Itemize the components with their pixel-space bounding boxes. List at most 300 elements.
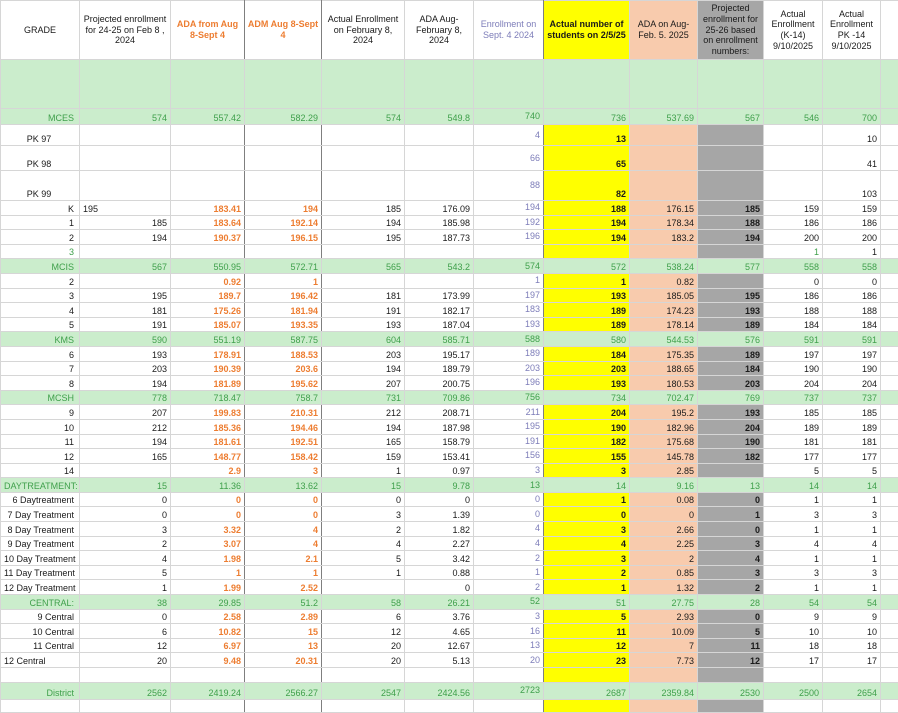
- cell-ada-aug-feb5-2025[interactable]: 7: [630, 638, 698, 653]
- cell-projected-24-25[interactable]: 194: [80, 230, 171, 245]
- cell-actual-enrollment-k14-9-10-2025[interactable]: 1: [764, 551, 823, 566]
- cell-adm-aug8-sept4[interactable]: 13.62: [245, 478, 322, 493]
- cell-ada-aug-feb8-2024[interactable]: 709.86: [405, 390, 474, 405]
- cell-adm-aug8-sept4[interactable]: 194.46: [245, 419, 322, 434]
- grade-label-cell[interactable]: 2: [1, 273, 80, 288]
- cell-ada-aug8-sept4[interactable]: 2419.24: [171, 682, 245, 699]
- cell-enrollment-sept4-2024[interactable]: 20: [474, 653, 544, 668]
- cell-projected-25-26[interactable]: [698, 60, 764, 109]
- cell-actual-enrollment-pk14-9-10-2025[interactable]: 200: [823, 230, 881, 245]
- cell-ada-aug-feb5-2025[interactable]: 185.05: [630, 288, 698, 303]
- grade-label-cell[interactable]: 2: [1, 230, 80, 245]
- cell-enrollment-sept4-2024[interactable]: 756: [474, 390, 544, 405]
- cell-actual-students-2-5-25[interactable]: 82: [544, 171, 630, 201]
- cell-adm-aug8-sept4[interactable]: [245, 146, 322, 171]
- cell-enrollment-sept4-2024[interactable]: 189: [474, 346, 544, 361]
- cell-enrollment-sept4-2024[interactable]: 2: [474, 551, 544, 566]
- grade-label-cell[interactable]: 6 Daytreatment: [1, 492, 80, 507]
- cell-ada-aug-feb5-2025[interactable]: 176.15: [630, 201, 698, 216]
- cell-adm-aug8-sept4[interactable]: [245, 171, 322, 201]
- cell-ada-aug-feb5-2025[interactable]: 175.35: [630, 346, 698, 361]
- cell-projected-25-26[interactable]: 188: [698, 215, 764, 230]
- cell-projected-24-25[interactable]: [80, 273, 171, 288]
- cell-projected-24-25[interactable]: 212: [80, 419, 171, 434]
- cell-enrollment-sept4-2024[interactable]: [474, 699, 544, 712]
- cell-actual-students-2-5-25[interactable]: 2: [544, 565, 630, 580]
- cell-ada-aug-feb5-2025[interactable]: [630, 668, 698, 683]
- cell-ada-aug-feb8-2024[interactable]: 173.99: [405, 288, 474, 303]
- cell-ada-aug-feb5-2025[interactable]: 2.25: [630, 536, 698, 551]
- cell-actual-students-2-5-25[interactable]: 194: [544, 230, 630, 245]
- cell-enrollment-sept4-2024[interactable]: 4: [474, 522, 544, 537]
- cell-ada-aug-feb8-2024[interactable]: 3.76: [405, 609, 474, 624]
- cell-projected-24-25[interactable]: [80, 60, 171, 109]
- cell-ada-aug-feb5-2025[interactable]: 178.34: [630, 215, 698, 230]
- cell-actual-enrollment-k14-9-10-2025[interactable]: 10: [764, 624, 823, 639]
- cell-actual-students-2-5-25[interactable]: 3: [544, 551, 630, 566]
- cell-actual-students-2-5-25[interactable]: 0: [544, 507, 630, 522]
- cell-actual-students-2-5-25[interactable]: 3: [544, 463, 630, 478]
- cell-actual-enrollment-k14-9-10-2025[interactable]: 186: [764, 215, 823, 230]
- cell-ada-aug-feb5-2025[interactable]: 180.53: [630, 376, 698, 391]
- cell-enrollment-sept4-2024[interactable]: 3: [474, 609, 544, 624]
- cell-actual-enrollment-pk14-9-10-2025[interactable]: 9: [823, 609, 881, 624]
- cell-ada-aug8-sept4[interactable]: [171, 244, 245, 259]
- cell-actual-enrollment-k14-9-10-2025[interactable]: 177: [764, 449, 823, 464]
- cell-actual-students-2-5-25[interactable]: 23: [544, 653, 630, 668]
- cell-ada-aug8-sept4[interactable]: 3.32: [171, 522, 245, 537]
- cell-projected-24-25[interactable]: 574: [80, 109, 171, 125]
- cell-enrollment-sept4-2024[interactable]: 194: [474, 201, 544, 216]
- cell-adm-aug8-sept4[interactable]: 210.31: [245, 405, 322, 420]
- cell-projected-25-26[interactable]: [698, 699, 764, 712]
- cell-actual-enrollment-pk14-9-10-2025[interactable]: 1: [823, 244, 881, 259]
- cell-projected-25-26[interactable]: 0: [698, 492, 764, 507]
- cell-ada-aug-feb5-2025[interactable]: [630, 171, 698, 201]
- cell-ada-aug-feb8-2024[interactable]: 187.04: [405, 317, 474, 332]
- column-header-spacer[interactable]: [881, 1, 898, 60]
- cell-actual-enrollment-feb8-2024[interactable]: 185: [322, 201, 405, 216]
- cell-adm-aug8-sept4[interactable]: 15: [245, 624, 322, 639]
- grade-label-cell[interactable]: PK 97: [1, 125, 80, 146]
- cell-enrollment-sept4-2024[interactable]: 2723: [474, 682, 544, 699]
- cell-actual-students-2-5-25[interactable]: 736: [544, 109, 630, 125]
- cell-ada-aug-feb5-2025[interactable]: 9.16: [630, 478, 698, 493]
- grade-label-cell[interactable]: 11 Central: [1, 638, 80, 653]
- grade-label-cell[interactable]: PK 98: [1, 146, 80, 171]
- cell-actual-enrollment-k14-9-10-2025[interactable]: 181: [764, 434, 823, 449]
- cell-actual-enrollment-k14-9-10-2025[interactable]: 204: [764, 376, 823, 391]
- grade-label-cell[interactable]: 12: [1, 449, 80, 464]
- grade-label-cell[interactable]: DAYTREATMENT:: [1, 478, 80, 493]
- cell-actual-enrollment-k14-9-10-2025[interactable]: 558: [764, 259, 823, 274]
- cell-actual-students-2-5-25[interactable]: [544, 699, 630, 712]
- cell-actual-enrollment-feb8-2024[interactable]: 207: [322, 376, 405, 391]
- cell-actual-students-2-5-25[interactable]: 204: [544, 405, 630, 420]
- cell-ada-aug-feb5-2025[interactable]: 544.53: [630, 332, 698, 347]
- grade-label-cell[interactable]: 3: [1, 288, 80, 303]
- cell-actual-enrollment-pk14-9-10-2025[interactable]: 103: [823, 171, 881, 201]
- column-header-enrollment-sept4-2024[interactable]: Enrollment on Sept. 4 2024: [474, 1, 544, 60]
- cell-actual-enrollment-k14-9-10-2025[interactable]: 186: [764, 288, 823, 303]
- cell-actual-enrollment-pk14-9-10-2025[interactable]: 186: [823, 288, 881, 303]
- cell-actual-enrollment-pk14-9-10-2025[interactable]: [823, 699, 881, 712]
- cell-projected-24-25[interactable]: 12: [80, 638, 171, 653]
- cell-ada-aug8-sept4[interactable]: 3.07: [171, 536, 245, 551]
- cell-adm-aug8-sept4[interactable]: [245, 60, 322, 109]
- cell-enrollment-sept4-2024[interactable]: 183: [474, 303, 544, 318]
- cell-actual-enrollment-feb8-2024[interactable]: 731: [322, 390, 405, 405]
- cell-actual-enrollment-k14-9-10-2025[interactable]: 3: [764, 565, 823, 580]
- cell-ada-aug-feb5-2025[interactable]: 182.96: [630, 419, 698, 434]
- cell-projected-24-25[interactable]: 567: [80, 259, 171, 274]
- cell-ada-aug-feb5-2025[interactable]: [630, 699, 698, 712]
- cell-adm-aug8-sept4[interactable]: 188.53: [245, 346, 322, 361]
- cell-adm-aug8-sept4[interactable]: 196.15: [245, 230, 322, 245]
- cell-ada-aug-feb8-2024[interactable]: 182.17: [405, 303, 474, 318]
- cell-ada-aug8-sept4[interactable]: [171, 125, 245, 146]
- cell-actual-enrollment-feb8-2024[interactable]: 181: [322, 288, 405, 303]
- cell-adm-aug8-sept4[interactable]: 587.75: [245, 332, 322, 347]
- grade-label-cell[interactable]: PK 99: [1, 171, 80, 201]
- cell-ada-aug-feb8-2024[interactable]: 0: [405, 580, 474, 595]
- cell-ada-aug8-sept4[interactable]: 0: [171, 492, 245, 507]
- cell-actual-enrollment-feb8-2024[interactable]: 604: [322, 332, 405, 347]
- cell-actual-students-2-5-25[interactable]: 580: [544, 332, 630, 347]
- cell-ada-aug8-sept4[interactable]: 0.92: [171, 273, 245, 288]
- cell-enrollment-sept4-2024[interactable]: 4: [474, 125, 544, 146]
- cell-enrollment-sept4-2024[interactable]: 16: [474, 624, 544, 639]
- cell-projected-24-25[interactable]: 193: [80, 346, 171, 361]
- grade-label-cell[interactable]: [1, 668, 80, 683]
- cell-adm-aug8-sept4[interactable]: 192.14: [245, 215, 322, 230]
- cell-ada-aug-feb5-2025[interactable]: 188.65: [630, 361, 698, 376]
- cell-projected-24-25[interactable]: 2: [80, 536, 171, 551]
- cell-actual-enrollment-k14-9-10-2025[interactable]: 737: [764, 390, 823, 405]
- cell-ada-aug-feb8-2024[interactable]: 3.42: [405, 551, 474, 566]
- cell-adm-aug8-sept4[interactable]: 0: [245, 492, 322, 507]
- cell-projected-25-26[interactable]: 1: [698, 507, 764, 522]
- cell-projected-24-25[interactable]: 194: [80, 376, 171, 391]
- cell-ada-aug-feb5-2025[interactable]: [630, 60, 698, 109]
- cell-actual-students-2-5-25[interactable]: 12: [544, 638, 630, 653]
- cell-projected-24-25[interactable]: 195: [80, 201, 171, 216]
- cell-projected-24-25[interactable]: 203: [80, 361, 171, 376]
- cell-adm-aug8-sept4[interactable]: [245, 244, 322, 259]
- cell-adm-aug8-sept4[interactable]: [245, 699, 322, 712]
- cell-actual-students-2-5-25[interactable]: 190: [544, 419, 630, 434]
- grade-label-cell[interactable]: 14: [1, 463, 80, 478]
- grade-label-cell[interactable]: 11: [1, 434, 80, 449]
- column-header-ada-aug-feb5-2025[interactable]: ADA on Aug-Feb. 5. 2025: [630, 1, 698, 60]
- cell-projected-24-25[interactable]: 194: [80, 434, 171, 449]
- cell-ada-aug-feb8-2024[interactable]: 0: [405, 492, 474, 507]
- cell-actual-students-2-5-25[interactable]: 1: [544, 492, 630, 507]
- grade-label-cell[interactable]: 8 Day Treatment: [1, 522, 80, 537]
- grade-label-cell[interactable]: District: [1, 682, 80, 699]
- cell-ada-aug-feb8-2024[interactable]: [405, 60, 474, 109]
- cell-adm-aug8-sept4[interactable]: 2566.27: [245, 682, 322, 699]
- column-header-actual-enrollment-k14-9-10-2025[interactable]: Actual Enrollment (K-14) 9/10/2025: [764, 1, 823, 60]
- cell-projected-24-25[interactable]: 207: [80, 405, 171, 420]
- cell-adm-aug8-sept4[interactable]: 194: [245, 201, 322, 216]
- cell-actual-students-2-5-25[interactable]: 189: [544, 303, 630, 318]
- grade-label-cell[interactable]: 6: [1, 346, 80, 361]
- cell-actual-enrollment-k14-9-10-2025[interactable]: 188: [764, 303, 823, 318]
- cell-ada-aug-feb5-2025[interactable]: [630, 244, 698, 259]
- cell-actual-enrollment-k14-9-10-2025[interactable]: 1: [764, 244, 823, 259]
- cell-actual-students-2-5-25[interactable]: 189: [544, 317, 630, 332]
- cell-actual-enrollment-feb8-2024[interactable]: [322, 699, 405, 712]
- cell-projected-24-25[interactable]: 2562: [80, 682, 171, 699]
- cell-ada-aug-feb5-2025[interactable]: 538.24: [630, 259, 698, 274]
- cell-projected-25-26[interactable]: 13: [698, 478, 764, 493]
- cell-actual-enrollment-pk14-9-10-2025[interactable]: 1: [823, 522, 881, 537]
- cell-projected-24-25[interactable]: 165: [80, 449, 171, 464]
- grade-label-cell[interactable]: 3: [1, 244, 80, 259]
- cell-ada-aug8-sept4[interactable]: 550.95: [171, 259, 245, 274]
- cell-ada-aug8-sept4[interactable]: [171, 146, 245, 171]
- cell-ada-aug-feb8-2024[interactable]: 200.75: [405, 376, 474, 391]
- cell-projected-25-26[interactable]: 11: [698, 638, 764, 653]
- cell-enrollment-sept4-2024[interactable]: 211: [474, 405, 544, 420]
- cell-actual-enrollment-pk14-9-10-2025[interactable]: 204: [823, 376, 881, 391]
- cell-projected-24-25[interactable]: 3: [80, 522, 171, 537]
- cell-ada-aug8-sept4[interactable]: 183.41: [171, 201, 245, 216]
- grade-label-cell[interactable]: 10 Central: [1, 624, 80, 639]
- cell-actual-enrollment-k14-9-10-2025[interactable]: 1: [764, 580, 823, 595]
- cell-actual-enrollment-k14-9-10-2025[interactable]: [764, 125, 823, 146]
- cell-ada-aug8-sept4[interactable]: 190.39: [171, 361, 245, 376]
- cell-actual-enrollment-k14-9-10-2025[interactable]: [764, 171, 823, 201]
- cell-adm-aug8-sept4[interactable]: 4: [245, 522, 322, 537]
- cell-ada-aug-feb8-2024[interactable]: [405, 146, 474, 171]
- cell-actual-enrollment-pk14-9-10-2025[interactable]: 159: [823, 201, 881, 216]
- cell-projected-25-26[interactable]: [698, 146, 764, 171]
- cell-adm-aug8-sept4[interactable]: 582.29: [245, 109, 322, 125]
- cell-ada-aug-feb8-2024[interactable]: 4.65: [405, 624, 474, 639]
- cell-projected-25-26[interactable]: 0: [698, 522, 764, 537]
- cell-actual-enrollment-feb8-2024[interactable]: 20: [322, 653, 405, 668]
- cell-actual-enrollment-feb8-2024[interactable]: [322, 146, 405, 171]
- cell-projected-24-25[interactable]: 20: [80, 653, 171, 668]
- cell-adm-aug8-sept4[interactable]: 20.31: [245, 653, 322, 668]
- cell-projected-24-25[interactable]: [80, 244, 171, 259]
- grade-label-cell[interactable]: CENTRAL:: [1, 595, 80, 610]
- cell-actual-enrollment-pk14-9-10-2025[interactable]: 185: [823, 405, 881, 420]
- cell-ada-aug-feb5-2025[interactable]: 174.23: [630, 303, 698, 318]
- cell-actual-enrollment-feb8-2024[interactable]: 12: [322, 624, 405, 639]
- cell-enrollment-sept4-2024[interactable]: 588: [474, 332, 544, 347]
- cell-projected-25-26[interactable]: [698, 171, 764, 201]
- column-header-projected-25-26[interactable]: Projected enrollment for 25-26 based on enrollment numbers:: [698, 1, 764, 60]
- cell-actual-enrollment-feb8-2024[interactable]: 58: [322, 595, 405, 610]
- grade-label-cell[interactable]: 7: [1, 361, 80, 376]
- cell-ada-aug-feb8-2024[interactable]: 187.98: [405, 419, 474, 434]
- cell-actual-enrollment-feb8-2024[interactable]: 0: [322, 492, 405, 507]
- cell-actual-enrollment-k14-9-10-2025[interactable]: 18: [764, 638, 823, 653]
- cell-actual-enrollment-k14-9-10-2025[interactable]: 591: [764, 332, 823, 347]
- cell-actual-enrollment-k14-9-10-2025[interactable]: 5: [764, 463, 823, 478]
- cell-ada-aug8-sept4[interactable]: 29.85: [171, 595, 245, 610]
- cell-projected-24-25[interactable]: 6: [80, 624, 171, 639]
- cell-enrollment-sept4-2024[interactable]: 4: [474, 536, 544, 551]
- cell-enrollment-sept4-2024[interactable]: 13: [474, 638, 544, 653]
- cell-ada-aug-feb8-2024[interactable]: 176.09: [405, 201, 474, 216]
- cell-enrollment-sept4-2024[interactable]: 196: [474, 230, 544, 245]
- grade-label-cell[interactable]: [1, 60, 80, 109]
- cell-ada-aug-feb8-2024[interactable]: 5.13: [405, 653, 474, 668]
- grade-label-cell[interactable]: 10: [1, 419, 80, 434]
- cell-actual-students-2-5-25[interactable]: 14: [544, 478, 630, 493]
- cell-actual-students-2-5-25[interactable]: 13: [544, 125, 630, 146]
- cell-actual-enrollment-feb8-2024[interactable]: 194: [322, 361, 405, 376]
- cell-ada-aug-feb8-2024[interactable]: 2424.56: [405, 682, 474, 699]
- cell-actual-enrollment-feb8-2024[interactable]: 195: [322, 230, 405, 245]
- cell-actual-enrollment-feb8-2024[interactable]: 194: [322, 215, 405, 230]
- cell-ada-aug8-sept4[interactable]: 1: [171, 565, 245, 580]
- cell-actual-enrollment-pk14-9-10-2025[interactable]: 591: [823, 332, 881, 347]
- cell-enrollment-sept4-2024[interactable]: 2: [474, 580, 544, 595]
- cell-ada-aug-feb8-2024[interactable]: 195.17: [405, 346, 474, 361]
- cell-adm-aug8-sept4[interactable]: 572.71: [245, 259, 322, 274]
- cell-projected-25-26[interactable]: 12: [698, 653, 764, 668]
- cell-actual-enrollment-feb8-2024[interactable]: 20: [322, 638, 405, 653]
- cell-ada-aug-feb5-2025[interactable]: 145.78: [630, 449, 698, 464]
- cell-actual-enrollment-pk14-9-10-2025[interactable]: 189: [823, 419, 881, 434]
- cell-ada-aug-feb5-2025[interactable]: 2: [630, 551, 698, 566]
- cell-actual-enrollment-pk14-9-10-2025[interactable]: 177: [823, 449, 881, 464]
- column-header-grade[interactable]: GRADE: [1, 1, 80, 60]
- cell-actual-students-2-5-25[interactable]: 65: [544, 146, 630, 171]
- cell-projected-25-26[interactable]: 2530: [698, 682, 764, 699]
- cell-actual-enrollment-feb8-2024[interactable]: 574: [322, 109, 405, 125]
- cell-ada-aug8-sept4[interactable]: 175.26: [171, 303, 245, 318]
- cell-ada-aug-feb5-2025[interactable]: 0: [630, 507, 698, 522]
- cell-actual-enrollment-pk14-9-10-2025[interactable]: 54: [823, 595, 881, 610]
- cell-actual-enrollment-pk14-9-10-2025[interactable]: 17: [823, 653, 881, 668]
- cell-adm-aug8-sept4[interactable]: 0: [245, 507, 322, 522]
- grade-label-cell[interactable]: 1: [1, 215, 80, 230]
- cell-actual-enrollment-feb8-2024[interactable]: 165: [322, 434, 405, 449]
- cell-actual-enrollment-feb8-2024[interactable]: 6: [322, 609, 405, 624]
- cell-enrollment-sept4-2024[interactable]: 1: [474, 565, 544, 580]
- cell-ada-aug-feb5-2025[interactable]: [630, 125, 698, 146]
- cell-ada-aug8-sept4[interactable]: 183.64: [171, 215, 245, 230]
- cell-projected-25-26[interactable]: 769: [698, 390, 764, 405]
- cell-enrollment-sept4-2024[interactable]: 196: [474, 376, 544, 391]
- cell-actual-enrollment-feb8-2024[interactable]: 203: [322, 346, 405, 361]
- cell-actual-students-2-5-25[interactable]: 51: [544, 595, 630, 610]
- cell-adm-aug8-sept4[interactable]: 2.89: [245, 609, 322, 624]
- cell-actual-enrollment-k14-9-10-2025[interactable]: 189: [764, 419, 823, 434]
- cell-projected-25-26[interactable]: 4: [698, 551, 764, 566]
- cell-actual-enrollment-feb8-2024[interactable]: [322, 171, 405, 201]
- cell-projected-25-26[interactable]: 185: [698, 201, 764, 216]
- cell-actual-students-2-5-25[interactable]: 193: [544, 288, 630, 303]
- cell-actual-enrollment-pk14-9-10-2025[interactable]: 18: [823, 638, 881, 653]
- cell-enrollment-sept4-2024[interactable]: [474, 668, 544, 683]
- cell-actual-enrollment-pk14-9-10-2025[interactable]: 186: [823, 215, 881, 230]
- cell-projected-25-26[interactable]: 576: [698, 332, 764, 347]
- cell-ada-aug-feb5-2025[interactable]: 27.75: [630, 595, 698, 610]
- column-header-projected-24-25[interactable]: Projected enrollment for 24-25 on Feb 8 , 2024: [80, 1, 171, 60]
- cell-adm-aug8-sept4[interactable]: 1: [245, 273, 322, 288]
- cell-ada-aug8-sept4[interactable]: 1.98: [171, 551, 245, 566]
- cell-actual-students-2-5-25[interactable]: [544, 60, 630, 109]
- cell-enrollment-sept4-2024[interactable]: 192: [474, 215, 544, 230]
- cell-projected-25-26[interactable]: 184: [698, 361, 764, 376]
- cell-ada-aug8-sept4[interactable]: 9.48: [171, 653, 245, 668]
- cell-actual-enrollment-feb8-2024[interactable]: 159: [322, 449, 405, 464]
- cell-ada-aug-feb8-2024[interactable]: 2.27: [405, 536, 474, 551]
- cell-ada-aug-feb8-2024[interactable]: 187.73: [405, 230, 474, 245]
- cell-ada-aug-feb8-2024[interactable]: 12.67: [405, 638, 474, 653]
- grade-label-cell[interactable]: MCES: [1, 109, 80, 125]
- cell-actual-enrollment-pk14-9-10-2025[interactable]: 10: [823, 624, 881, 639]
- cell-actual-enrollment-feb8-2024[interactable]: 2547: [322, 682, 405, 699]
- cell-adm-aug8-sept4[interactable]: 13: [245, 638, 322, 653]
- cell-enrollment-sept4-2024[interactable]: 13: [474, 478, 544, 493]
- cell-ada-aug-feb8-2024[interactable]: 158.79: [405, 434, 474, 449]
- cell-actual-enrollment-k14-9-10-2025[interactable]: 9: [764, 609, 823, 624]
- cell-ada-aug-feb8-2024[interactable]: [405, 699, 474, 712]
- cell-ada-aug-feb8-2024[interactable]: 153.41: [405, 449, 474, 464]
- cell-ada-aug-feb5-2025[interactable]: 2.85: [630, 463, 698, 478]
- cell-adm-aug8-sept4[interactable]: 4: [245, 536, 322, 551]
- cell-actual-enrollment-feb8-2024[interactable]: [322, 668, 405, 683]
- cell-actual-students-2-5-25[interactable]: 188: [544, 201, 630, 216]
- cell-ada-aug-feb8-2024[interactable]: [405, 668, 474, 683]
- cell-projected-25-26[interactable]: 5: [698, 624, 764, 639]
- cell-ada-aug-feb8-2024[interactable]: [405, 273, 474, 288]
- cell-actual-enrollment-k14-9-10-2025[interactable]: 17: [764, 653, 823, 668]
- cell-adm-aug8-sept4[interactable]: 2.1: [245, 551, 322, 566]
- cell-ada-aug-feb8-2024[interactable]: 543.2: [405, 259, 474, 274]
- grade-label-cell[interactable]: 4: [1, 303, 80, 318]
- cell-ada-aug8-sept4[interactable]: 6.97: [171, 638, 245, 653]
- cell-projected-25-26[interactable]: [698, 244, 764, 259]
- cell-actual-enrollment-feb8-2024[interactable]: 194: [322, 419, 405, 434]
- cell-actual-students-2-5-25[interactable]: 734: [544, 390, 630, 405]
- cell-enrollment-sept4-2024[interactable]: 3: [474, 463, 544, 478]
- cell-ada-aug-feb8-2024[interactable]: 0.88: [405, 565, 474, 580]
- cell-enrollment-sept4-2024[interactable]: 195: [474, 419, 544, 434]
- cell-actual-enrollment-feb8-2024[interactable]: 15: [322, 478, 405, 493]
- cell-ada-aug8-sept4[interactable]: 557.42: [171, 109, 245, 125]
- cell-actual-enrollment-k14-9-10-2025[interactable]: [764, 146, 823, 171]
- cell-ada-aug8-sept4[interactable]: [171, 668, 245, 683]
- cell-actual-students-2-5-25[interactable]: 203: [544, 361, 630, 376]
- cell-actual-enrollment-k14-9-10-2025[interactable]: 3: [764, 507, 823, 522]
- cell-actual-students-2-5-25[interactable]: 2687: [544, 682, 630, 699]
- cell-actual-enrollment-k14-9-10-2025[interactable]: 197: [764, 346, 823, 361]
- cell-actual-enrollment-pk14-9-10-2025[interactable]: 181: [823, 434, 881, 449]
- cell-actual-enrollment-pk14-9-10-2025[interactable]: 5: [823, 463, 881, 478]
- cell-ada-aug-feb8-2024[interactable]: [405, 125, 474, 146]
- cell-adm-aug8-sept4[interactable]: 51.2: [245, 595, 322, 610]
- cell-ada-aug-feb8-2024[interactable]: 1.39: [405, 507, 474, 522]
- cell-ada-aug-feb8-2024[interactable]: 1.82: [405, 522, 474, 537]
- cell-adm-aug8-sept4[interactable]: 2.52: [245, 580, 322, 595]
- cell-ada-aug8-sept4[interactable]: 551.19: [171, 332, 245, 347]
- grade-label-cell[interactable]: 5: [1, 317, 80, 332]
- cell-projected-25-26[interactable]: 203: [698, 376, 764, 391]
- cell-ada-aug-feb5-2025[interactable]: 702.47: [630, 390, 698, 405]
- cell-ada-aug-feb5-2025[interactable]: 10.09: [630, 624, 698, 639]
- grade-label-cell[interactable]: 10 Day Treatment: [1, 551, 80, 566]
- cell-ada-aug8-sept4[interactable]: 190.37: [171, 230, 245, 245]
